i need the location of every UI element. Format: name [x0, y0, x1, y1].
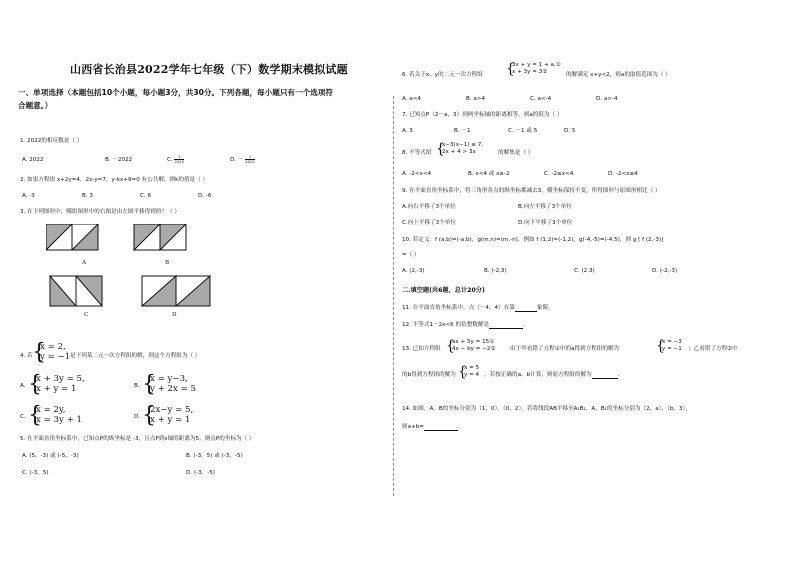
q3-figures — [46, 224, 346, 324]
q8-stem: 的解集是（ ） — [498, 150, 534, 156]
q6-prefix: 6. 若关于x、y的二元一次方程组 — [402, 72, 483, 78]
q10-option-d: D. (-2,-3) — [652, 268, 678, 274]
q2-option-c: C. 6 — [140, 193, 152, 199]
q13-line2-prefix: 的b得到方程组的解为 — [402, 372, 456, 378]
q13-system: { ax + 5y = 15① 4x − by = −2② — [446, 338, 496, 354]
q1-option-b: B. －2022 — [105, 157, 133, 163]
q4-option-d-label: D. — [134, 414, 141, 420]
q3-label-a: A — [82, 260, 87, 266]
q14-stem: 14. 如图，A，B的坐标分别为（1，0），（0，2），若将线段AB平移至A₁B₁，A，B₁的坐标分别为（2，a），（b，3）， — [402, 406, 691, 412]
q4-option-a-label: A. — [20, 383, 26, 389]
q1-option-d — [230, 155, 255, 164]
q9-option-c: C.向上平移了3个单位 — [402, 220, 456, 226]
q7-option-b: B. －1 — [454, 128, 471, 134]
q10-option-c: C. (2,3) — [574, 268, 595, 274]
q1-option-c-prefix: C. — [167, 157, 175, 163]
q8-option-d: D. -2<x≤4 — [608, 171, 638, 177]
q6-option-b: B. a>4 — [466, 96, 486, 102]
q2-option-b: B. 3 — [82, 193, 93, 199]
q8-option-a: A. -2<x<4 — [402, 171, 432, 177]
q5-option-a: A. (5，-3) 或 (-5，-3) — [22, 453, 79, 459]
q9-option-b: B.向左平移了3个单位 — [518, 204, 572, 210]
q2-option-a: A. -3 — [22, 193, 35, 199]
q8-option-c: C. -2≤x<4 — [544, 171, 574, 177]
q14-stem-end: 则a+b= — [402, 424, 424, 430]
q12-answer-blank[interactable] — [489, 323, 523, 329]
q5-option-b: B. (-3，5) 或 (-3，-5) — [186, 453, 243, 459]
q14-line2: 则a+b= . — [402, 424, 460, 430]
q13-answer-blank[interactable] — [592, 373, 618, 379]
q14-answer-blank[interactable] — [424, 425, 458, 431]
q1-option-d-prefix: D. － — [230, 157, 244, 163]
q11-stem-end: 象限。 — [536, 305, 554, 311]
q3-figure-c — [50, 276, 102, 306]
q3-stem: 3. 在下列图形中，哪组图形中的右图是由左图平移得到的？（ ） — [20, 209, 180, 215]
q3-figure-a — [46, 224, 98, 250]
q3-figure-d — [142, 276, 210, 306]
q4-option-c: { x = 2y, x = 3y + 1 — [28, 403, 82, 428]
q1-option-c-fraction: $\frac{1}{2022}$ — [174, 154, 185, 164]
q6-option-c: C. a<-4 — [530, 96, 552, 102]
q11-answer-blank[interactable] — [515, 306, 537, 312]
q13-line2-stem: ，若按正确的a、b计算，则原方程组的解为 — [484, 372, 592, 378]
q11-line — [402, 305, 554, 312]
q4-prefix: 4. 若 — [20, 353, 33, 359]
q5-option-d: D. (-3，-5) — [186, 470, 215, 476]
q1-option-d-fraction: $\frac{1}{2022}$ — [245, 154, 255, 164]
page-title: 山西省长治县2022学年七年级（下）数学期末模拟试题 — [70, 63, 348, 76]
q11-stem: 11. 在平面直角坐标系中，点（－4，4）在第 — [402, 305, 515, 311]
q3-figure-b — [134, 224, 186, 250]
q7-stem: 7. 已知点P（2－a，3）到两坐标轴的距离相等，则a的值为（ ） — [402, 112, 563, 118]
q12-stem: 12. 不等式1－2x<6 的负整数解是 — [402, 322, 490, 328]
q4-option-b-label: B. — [134, 383, 140, 389]
q5-option-c: C. (-3，5) — [22, 470, 49, 476]
q9-stem: 9. 在平面直角坐标系中，将三角形各点的纵坐标都减去3，横坐标保持不变，所得图形与原图形相比（ ） — [402, 188, 661, 194]
q8-option-b: B. x<4 或 x≥-2 — [468, 171, 510, 177]
q3-label-c: C — [84, 312, 89, 318]
q13-line2: ，若按正确的a、b计算，则原方程组的解为 . — [484, 372, 620, 378]
q7-option-d: D. 5 — [564, 128, 576, 134]
q1-option-c — [167, 155, 184, 164]
q10-option-a: A. (2,-3) — [402, 268, 425, 274]
section-2-heading: 二.填空题(共6题，总计20分) — [402, 287, 485, 294]
q13-stem-post: ；乙看错了方程②中 — [688, 346, 738, 352]
q8-system: { x−3(x−1) ≤ 7, 2x + 4 > 3x — [436, 141, 484, 157]
q9-option-a: A.向右平移了3个单位 — [402, 204, 456, 210]
section-1-heading: 一、单项选择（本题包括10个小题，每小题3分，共30分。下列各题，每小题只有一个选项符 — [18, 88, 333, 97]
column-divider — [393, 96, 394, 496]
q4-option-a: { x + 3y = 5, x + y = 1 — [28, 372, 85, 397]
q10-option-b: B. (-2,3) — [484, 268, 507, 274]
q6-option-a: A. a<4 — [402, 96, 421, 102]
q6-option-d: D. a>-4 — [596, 96, 618, 102]
q13-prefix: 13. 已知方程组 — [402, 346, 441, 352]
q4-option-d: { 2x−y = 5, x + y = 1 — [142, 403, 194, 428]
q2-option-d: D. -6 — [198, 193, 212, 199]
q6-stem: 的解满足 x+y<2，则a的取值范围为（ ） — [566, 72, 671, 78]
q8-prefix: 8. 不等式组 — [402, 150, 432, 156]
q4-stem: 是下列某二元一次方程组的解，则这个方程组为（ ） — [70, 353, 201, 359]
right-column — [398, 0, 794, 562]
q4-given-solution: { x = 2, y = −1 — [32, 340, 71, 365]
q3-label-b: B — [165, 260, 170, 266]
q7-option-c: C. －1 或 5 — [508, 128, 538, 134]
q13-solution-jia: { x = −3 y = −1 — [656, 338, 682, 354]
q4-option-c-label: C. — [20, 414, 26, 420]
q13-stem-mid: 由于甲看错了方程①中的a得到方程组的解为 — [510, 346, 620, 352]
q1-stem: 1. 2022的相反数是（ ） — [20, 138, 83, 144]
q12-line: 12. 不等式1－2x<6 的负整数解是 。 — [402, 322, 529, 328]
q9-option-d: D.向下平移了3个单位 — [518, 220, 573, 226]
q5-stem: 5. 在平面直角坐标系中，已知点P的纵坐标是 -3，且点P到x轴的距离为5，则点P的坐标为（ ） — [20, 436, 255, 442]
q1-option-a: A. 2022 — [22, 157, 44, 163]
q7-option-a: A. 3 — [402, 128, 413, 134]
section-1-heading-cont: 合题意。） — [18, 101, 53, 110]
q6-system: { 3x + y = 1 + a,① x + 3y = 3② — [506, 61, 561, 77]
q13-solution-yi: { x = 5 y = 4 — [458, 364, 480, 380]
q10-stem-cont: =（ ） — [402, 252, 420, 258]
q4-option-b: { x = y−3, y + 2x = 5 — [142, 372, 196, 397]
q3-label-d: D — [172, 312, 177, 318]
q2-stem: 2. 如果方程组 x+2y=4，2x-y=7，y-kx+9=0 有公共解，则k的值是（ ） — [20, 177, 209, 183]
q10-stem: 10. 若定义：f (a,b)=(-a,b)，g(m,n)=(m,-n)，例如 f (1,2)=(-1,2)，g(-4,-5)=(-4,5)，则 g [ f (2,-3)] — [402, 237, 664, 243]
